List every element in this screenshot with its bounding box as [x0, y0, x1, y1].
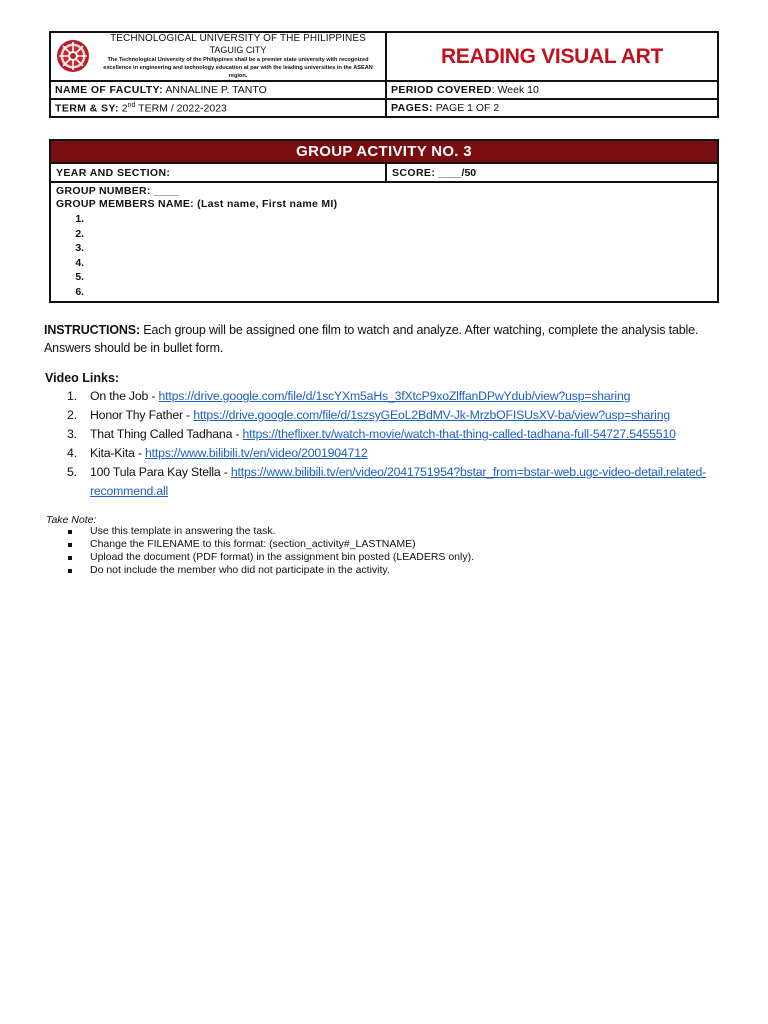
note-item: [46, 538, 474, 551]
note-text: Upload the document (PDF format) in the assignment bin posted (LEADERS only).: [90, 551, 475, 563]
member-entry[interactable]: [87, 241, 712, 256]
note-item: [46, 551, 474, 564]
video-link-url[interactable]: https://www.bilibili.tv/en/video/2041751954?bstar_from=bstar-web.ugc-video-detail.related-recommend.all: [90, 465, 707, 498]
period-label: PERIOD COVERED: [391, 84, 492, 96]
video-link-number: 5.: [67, 465, 77, 479]
note-text: Do not include the member who did not participate in the activity.: [90, 564, 390, 576]
instructions-text: Each group will be assigned one film to watch and analyze. After watching, complete the analysis table. Answers should be in bullet form.: [44, 323, 699, 355]
square-bullet-icon: [68, 543, 72, 547]
video-link-title: 100 Tula Para Kay Stella -: [90, 465, 231, 479]
note-text: Change the FILENAME to this format: (section_activity#_LASTNAME): [90, 538, 416, 550]
university-mission: The Technological University of the Philippines shall be a premier state university with recognized excellence in engineering and technology education at par with the leading universities in the ASEAN region.: [103, 57, 373, 79]
member-entry[interactable]: [87, 227, 712, 242]
university-seal-logo: [56, 39, 90, 73]
video-link-url[interactable]: https://theflixer.tv/watch-movie/watch-that-thing-called-tadhana-full-54727.5455510: [242, 427, 676, 441]
term-value: TERM / 2022-2023: [135, 102, 227, 115]
members-list: [56, 212, 712, 300]
member-entry[interactable]: [87, 285, 712, 300]
score-label: SCORE:: [392, 166, 436, 179]
video-link-url[interactable]: https://www.bilibili.tv/en/video/2001904712: [145, 446, 368, 460]
video-link-item: [45, 444, 715, 463]
university-city: TAGUIG CITY: [209, 45, 267, 55]
score-value: ____/50: [435, 166, 477, 179]
year-section-cell[interactable]: [50, 163, 386, 182]
member-entry[interactable]: [87, 270, 712, 285]
term-label: TERM & SY:: [55, 102, 119, 115]
period-value: : Week 10: [491, 84, 539, 96]
header-table: [49, 31, 719, 118]
group-number-label: GROUP NUMBER: ____: [56, 185, 179, 197]
group-activity-table: [49, 139, 719, 303]
members-label: GROUP MEMBERS NAME: (Last name, First name MI): [56, 198, 338, 210]
video-link-title: That Thing Called Tadhana -: [90, 427, 243, 441]
instructions-label: INSTRUCTIONS:: [44, 323, 140, 337]
video-link-item: [45, 463, 715, 501]
video-link-title: Honor Thy Father -: [90, 408, 194, 422]
video-link-title: On the Job -: [90, 389, 159, 403]
faculty-value: ANNALINE P. TANTO: [163, 84, 267, 96]
video-link-title: Kita-Kita -: [90, 446, 146, 460]
video-link-number: 4.: [67, 446, 77, 460]
score-cell[interactable]: [386, 163, 718, 182]
pages-cell: [386, 99, 718, 117]
take-note-list: [46, 525, 474, 577]
faculty-cell: [50, 81, 386, 99]
member-entry[interactable]: [87, 256, 712, 271]
document-title: READING VISUAL ART: [386, 32, 718, 81]
faculty-label: NAME OF FACULTY:: [55, 84, 164, 96]
year-section-label: YEAR AND SECTION:: [56, 166, 171, 179]
member-entry[interactable]: [87, 212, 712, 227]
video-link-item: [45, 387, 715, 406]
members-cell[interactable]: [50, 182, 718, 302]
note-text: Use this template in answering the task.: [90, 525, 276, 537]
term-number: 2: [118, 102, 128, 115]
university-name: TECHNOLOGICAL UNIVERSITY OF THE PHILIPPINES: [110, 33, 366, 44]
square-bullet-icon: [68, 530, 72, 534]
term-cell: [50, 99, 386, 117]
video-link-item: [45, 406, 715, 425]
video-link-number: 2.: [67, 408, 77, 422]
video-link-number: 1.: [67, 389, 77, 403]
video-link-item: [45, 425, 715, 444]
video-links-title: Video Links:: [45, 371, 120, 385]
square-bullet-icon: [68, 569, 72, 573]
note-item: [46, 525, 474, 538]
video-links-list: [45, 387, 715, 501]
video-link-number: 3.: [67, 427, 77, 441]
term-superscript: nd: [127, 101, 136, 109]
video-link-url[interactable]: https://drive.google.com/file/d/1scYXm5aHs_3fXtcP9xoZlffanDPwYdub/view?usp=sharing: [158, 389, 631, 403]
pages-value: PAGE 1 OF 2: [432, 102, 500, 114]
note-item: [46, 564, 474, 577]
period-cell: [386, 81, 718, 99]
activity-title: GROUP ACTIVITY NO. 3: [50, 140, 718, 163]
pages-label: PAGES:: [391, 102, 433, 114]
video-link-url[interactable]: https://drive.google.com/file/d/1szsyGEoL2BdMV-Jk-MrzbOFISUsXV-ba/view?usp=sharing: [193, 408, 670, 422]
square-bullet-icon: [68, 556, 72, 560]
instructions-paragraph: [44, 322, 714, 357]
take-note-title: Take Note:: [46, 514, 97, 526]
university-cell: [50, 32, 386, 81]
